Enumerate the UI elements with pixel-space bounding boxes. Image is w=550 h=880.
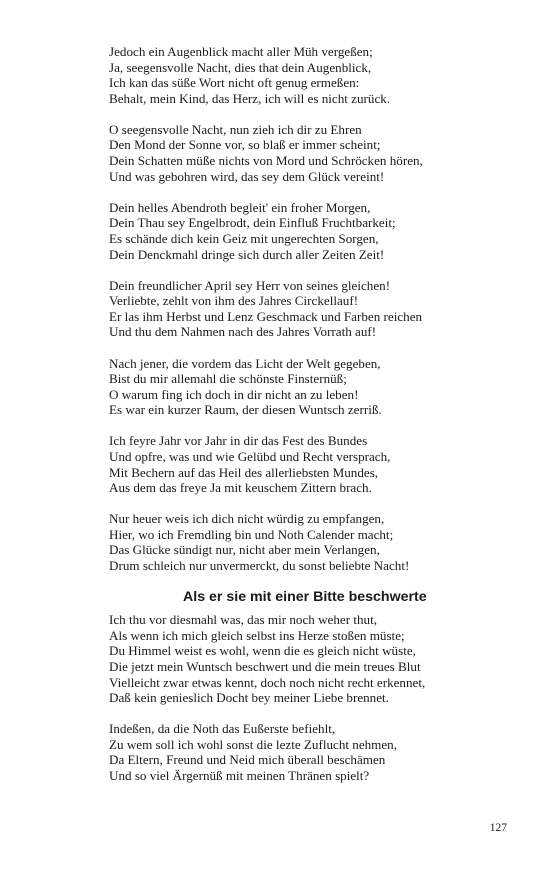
verse-line: Indeßen, da die Noth das Eußerste befiehlt, <box>109 721 336 737</box>
verse-line: Du Himmel weist es wohl, wenn die es gleich nicht wüste, <box>109 643 416 659</box>
poem-part-1 <box>109 44 509 574</box>
verse-line: Und was gebohren wird, das sey dem Glück vereint! <box>109 168 385 184</box>
verse-line: Dein helles Abendroth begleit' ein froher Morgen, <box>109 199 371 215</box>
verse-line: Hier, wo ich Fremdling bin und Noth Calender macht; <box>109 526 394 542</box>
verse-line: Den Mond der Sonne vor, so blaß er immer scheint; <box>109 137 381 153</box>
verse-line: Er las ihm Herbst und Lenz Geschmack und Farben reichen <box>109 308 423 324</box>
poem-heading: Als er sie mit einer Bitte beschwerte <box>183 589 427 606</box>
verse-line: Dein Thau sey Engelbrodt, dein Einfluß Fruchtbarkeit; <box>109 215 396 231</box>
verse-line: Und thu dem Nahmen nach des Jahres Vorrath auf! <box>109 324 377 340</box>
verse-line: Mit Bechern auf das Heil des allerliebsten Mundes, <box>109 464 379 480</box>
stanza <box>109 122 509 184</box>
verse-line: Ich thu vor diesmahl was, das mir noch weher thut, <box>109 612 377 628</box>
verse-line: Ja, seegensvolle Nacht, dies that dein Augenblick, <box>109 59 372 75</box>
poem-part-2 <box>109 612 509 783</box>
stanza <box>109 612 509 706</box>
verse-line: Es war ein kurzer Raum, der diesen Wuntsch zerriß. <box>109 402 382 418</box>
page-number: 127 <box>489 822 507 834</box>
verse-line: Dein Denckmahl dringe sich durch aller Zeiten Zeit! <box>109 246 385 262</box>
verse-line: Das Glücke sündigt nur, nicht aber mein Verlangen, <box>109 542 380 558</box>
verse-line: Vielleicht zwar etwas kennt, doch noch nicht recht erkennet, <box>109 674 426 690</box>
stanza <box>109 278 509 340</box>
verse-line: Dein Schatten müße nichts von Mord und Schröcken hören, <box>109 153 423 169</box>
stanza <box>109 433 509 495</box>
verse-line: Behalt, mein Kind, das Herz, ich will es nicht zurück. <box>109 90 391 106</box>
verse-line: Die jetzt mein Wuntsch beschwert und die mein treues Blut <box>109 658 421 674</box>
verse-line: Da Eltern, Freund und Neid mich überall beschämen <box>109 752 386 768</box>
verse-line: Drum schleich nur unvermerckt, du sonst beliebte Nacht! <box>109 558 410 574</box>
poem-page <box>109 44 509 799</box>
verse-line: Als wenn ich mich gleich selbst ins Herze stoßen müste; <box>109 627 405 643</box>
verse-line: Aus dem das freye Ja mit keuschem Zittern brach. <box>109 480 372 496</box>
verse-line: Nur heuer weis ich dich nicht würdig zu empfangen, <box>109 511 385 527</box>
verse-line: Ich kan das süße Wort nicht oft genug ermeßen: <box>109 75 360 91</box>
verse-line: Bist du mir allemahl die schönste Finsternüß; <box>109 371 347 387</box>
verse-line: Jedoch ein Augenblick macht aller Müh vergeßen; <box>109 44 373 59</box>
stanza <box>109 511 509 573</box>
verse-line: O warum fing ich doch in dir nicht an zu leben! <box>109 386 359 402</box>
verse-line: Zu wem soll ich wohl sonst die lezte Zuflucht nehmen, <box>109 736 397 752</box>
verse-line: O seegensvolle Nacht, nun zieh ich dir zu Ehren <box>109 121 362 137</box>
verse-line: Es schände dich kein Geiz mit ungerechten Sorgen, <box>109 230 379 246</box>
stanza <box>109 44 509 106</box>
verse-line: Verliebte, zehlt von ihm des Jahres Circkellauf! <box>109 293 359 309</box>
verse-line: Und opfre, was und wie Gelübd und Recht versprach, <box>109 448 391 464</box>
verse-line: Daß kein genieslich Docht bey meiner Liebe brennet. <box>109 690 389 706</box>
stanza <box>109 721 509 783</box>
stanza <box>109 200 509 262</box>
verse-line: Nach jener, die vordem das Licht der Welt gegeben, <box>109 355 381 371</box>
verse-line: Dein freundlicher April sey Herr von seines gleichen! <box>109 277 391 293</box>
stanza <box>109 356 509 418</box>
verse-line: Ich feyre Jahr vor Jahr in dir das Fest des Bundes <box>109 433 368 449</box>
verse-line: Und so viel Ärgernüß mit meinen Thränen spielt? <box>109 767 370 783</box>
